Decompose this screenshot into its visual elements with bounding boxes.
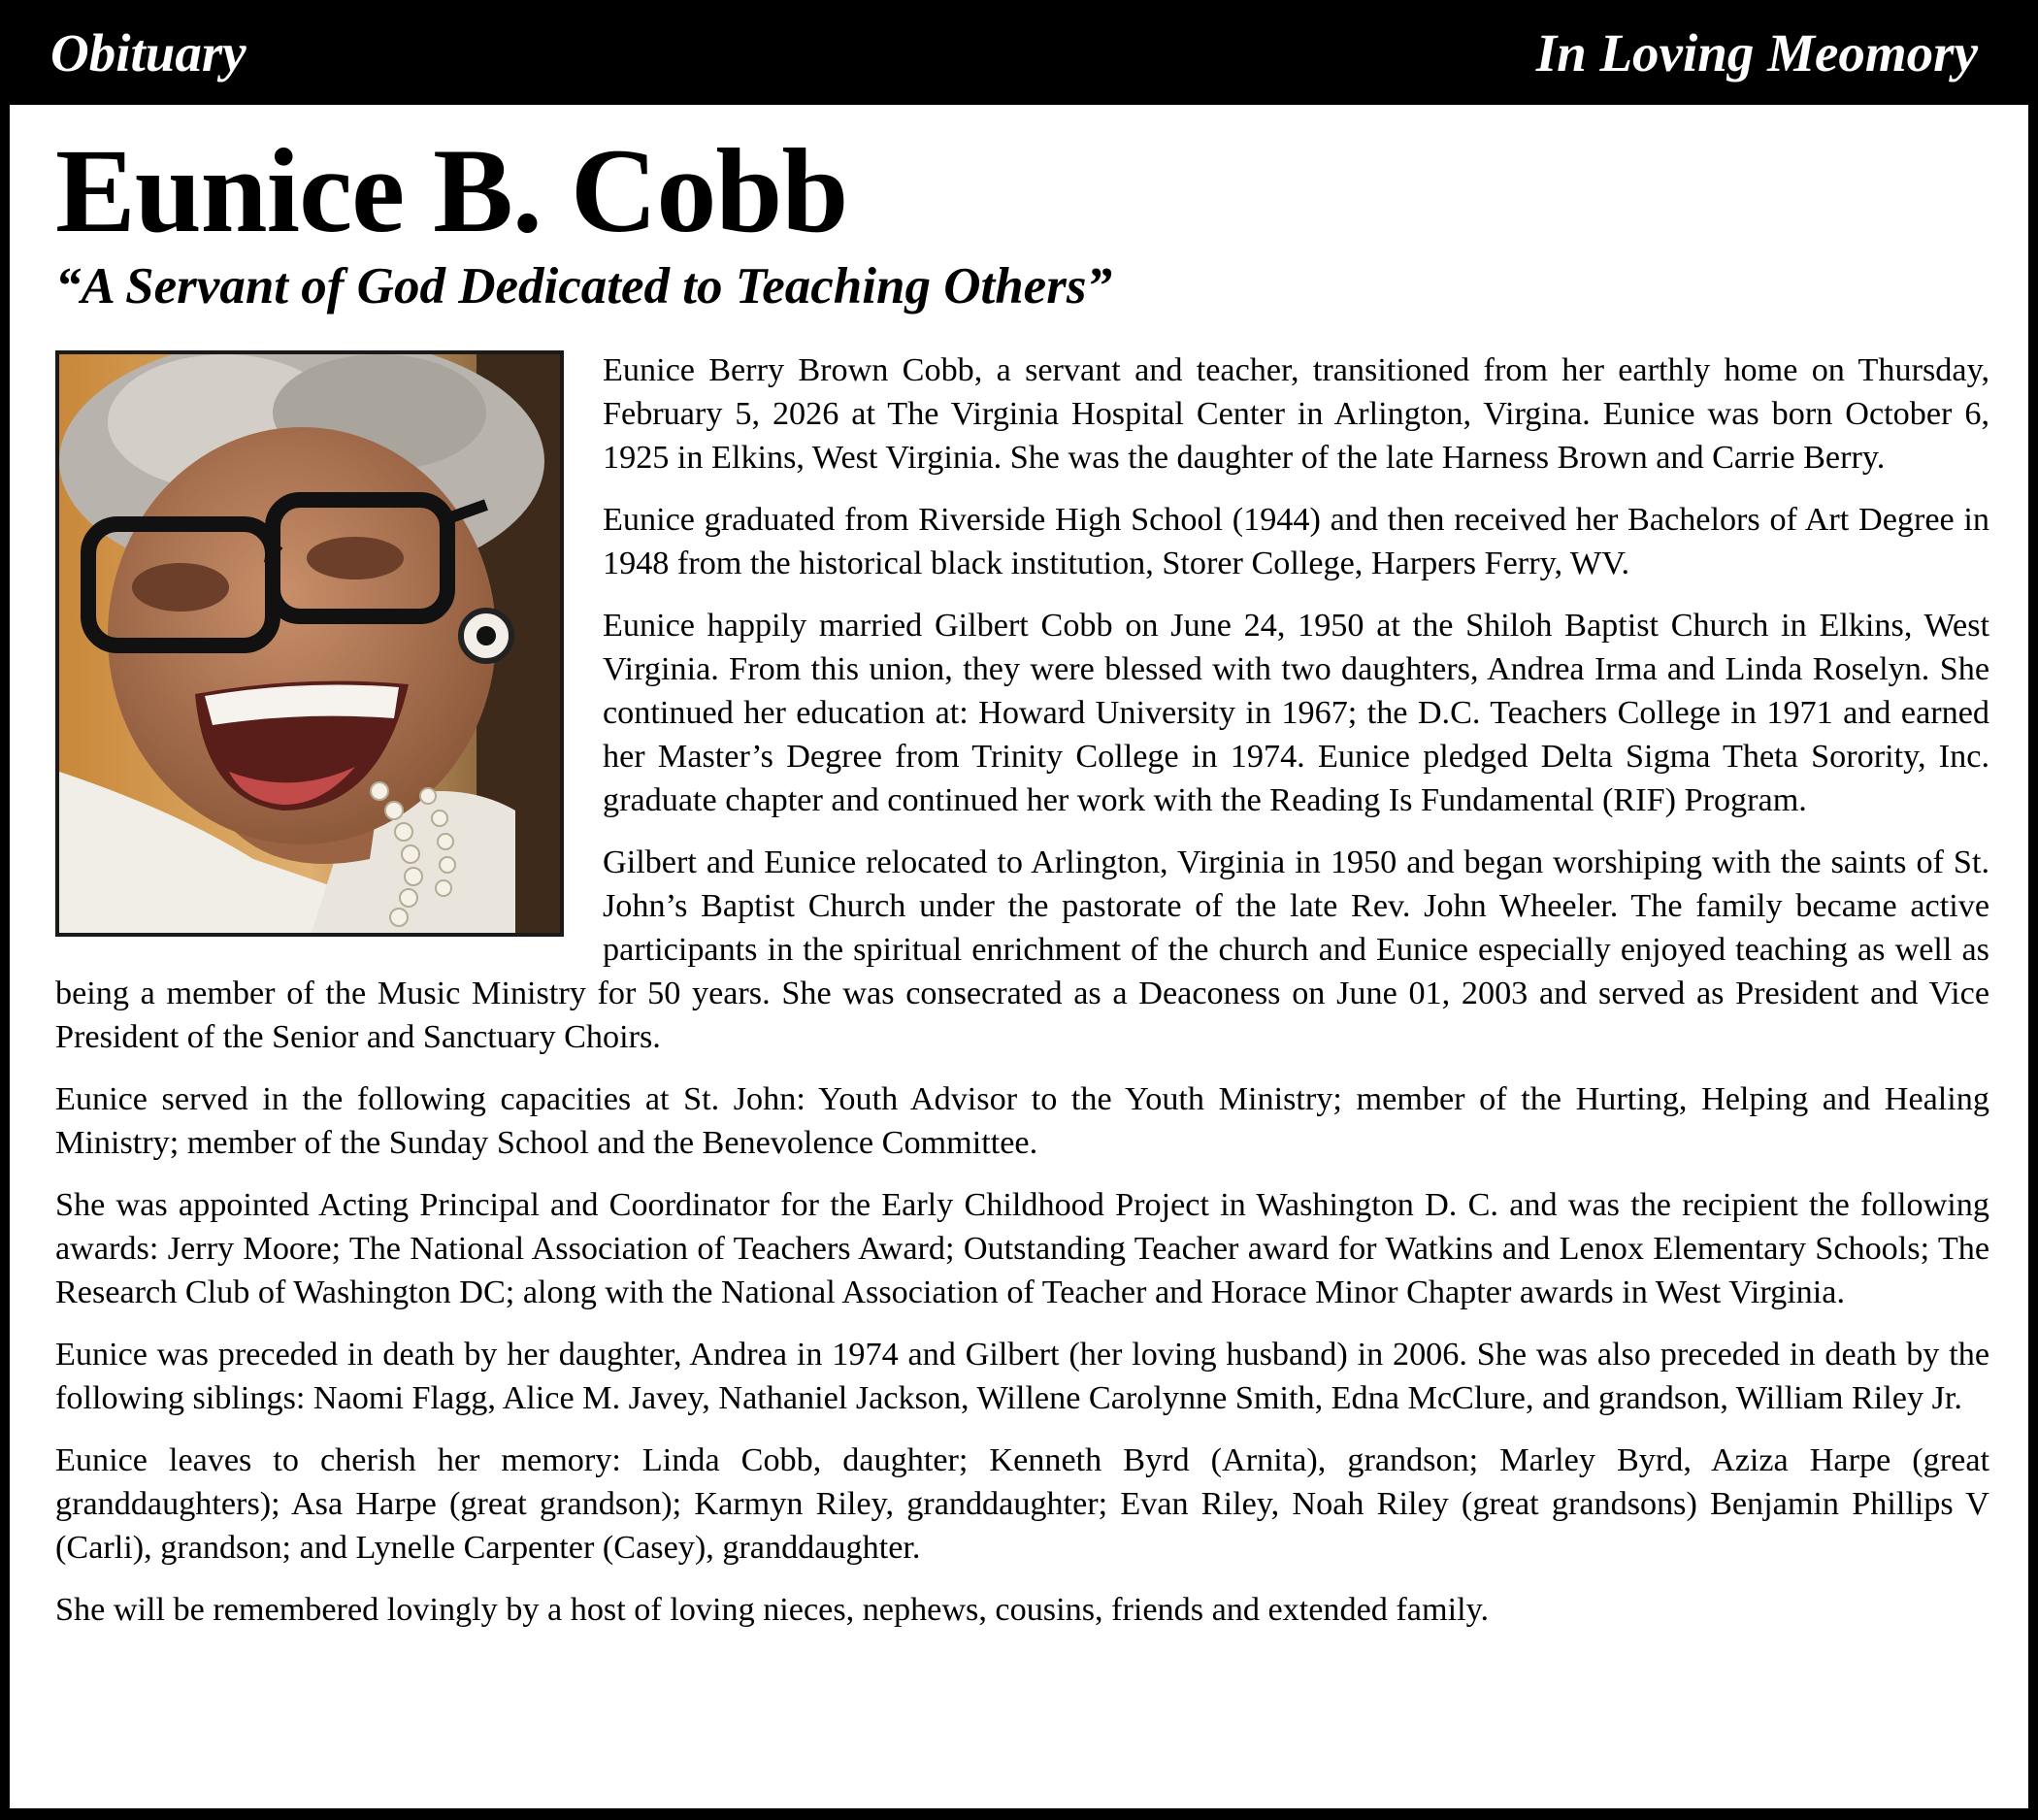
obituary-paragraph: Eunice served in the following capacities at St. John: Youth Advisor to the Youth Ministry; member of the Hurting, Helping and Healing Ministry; member of the Sunday School and the Benevolence Committee. [55, 1081, 1989, 1161]
obituary-paragraph: Eunice leaves to cherish her memory: Linda Cobb, daughter; Kenneth Byrd (Arnita), grandson; Marley Byrd, Aziza Harpe (great granddaughters); Asa Harpe (great grandson); Karmyn Riley, granddaughter; Evan Riley, Noah Riley (great grandsons) Benjamin Phillips V (Carli), grandson; and Lynelle Carpenter (Casey), granddaughter. [55, 1442, 1989, 1566]
deceased-name: Eunice B. Cobb [55, 124, 848, 257]
obituary-paragraph: Eunice was preceded in death by her daughter, Andrea in 1974 and Gilbert (her loving husband) in 2006. She was also preceded in death by the following siblings: Naomi Flagg, Alice M. Javey, Nathaniel Jackson, Willene Carolynne Smith, Edna McClure, and grandson, William Riley Jr. [55, 1337, 1989, 1416]
header-right-label: In Loving Meomory [1535, 22, 1978, 83]
portrait-photo [55, 350, 564, 937]
obituary-paragraph: Eunice Berry Brown Cobb, a servant and teacher, transitioned from her earthly home on Thursday, February 5, 2026 at The Virginia Hospital Center in Arlington, Virgina. Eunice was born October 6, 1925 in Elkins, West Virginia. She was the daughter of the late Harness Brown and Carrie Berry. [603, 352, 1989, 476]
obituary-body [55, 348, 1989, 1632]
obituary-paragraph: She will be remembered lovingly by a host of loving nieces, nephews, cousins, friends and extended family. [55, 1592, 1489, 1628]
memorial-subtitle: “A Servant of God Dedicated to Teaching Others” [55, 258, 1112, 314]
obituary-paragraph: Eunice graduated from Riverside High School (1944) and then received her Bachelors of Art Degree in 1948 from the historical black institution, Storer College, Harpers Ferry, WV. [603, 502, 1989, 581]
obituary-paragraph: Gilbert and Eunice relocated to Arlington, Virginia in 1950 and began worshiping with the saints of St. John’s Baptist Church under the pastorate of the late Rev. John Wheeler. The family became active participants in the spiritual enrichment of the church and Eunice especially enjoyed teaching as well as being a member of the Music Ministry for 50 years. She was consecrated as a Deaconess on June 01, 2003 and served as President and Vice President of the Senior and Sanctuary Choirs. [55, 844, 1989, 1055]
portrait-illustration-icon [59, 354, 560, 933]
header-bar [0, 0, 2038, 105]
obituary-paragraph: She was appointed Acting Principal and Coordinator for the Early Childhood Project in Washington D. C. and was the recipient the following awards: Jerry Moore; The National Association of Teachers Award; Outstanding Teacher award for Watkins and Lenox Elementary Schools; The Research Club of Washington DC; along with the National Association of Teacher and Horace Minor Chapter awards in West Virginia. [55, 1187, 1989, 1310]
obituary-content [55, 124, 1989, 1650]
obituary-paragraph: Eunice happily married Gilbert Cobb on June 24, 1950 at the Shiloh Baptist Church in Elkins, West Virginia. From this union, they were blessed with two daughters, Andrea Irma and Linda Roselyn. She continued her education at: Howard University in 1967; the D.C. Teachers College in 1971 and earned her Master’s Degree from Trinity College in 1974. Eunice pledged Delta Sigma Theta Sorority, Inc. graduate chapter and continued her work with the Reading Is Fundamental (RIF) Program. [603, 608, 1989, 818]
header-left-label: Obituary [50, 22, 247, 83]
